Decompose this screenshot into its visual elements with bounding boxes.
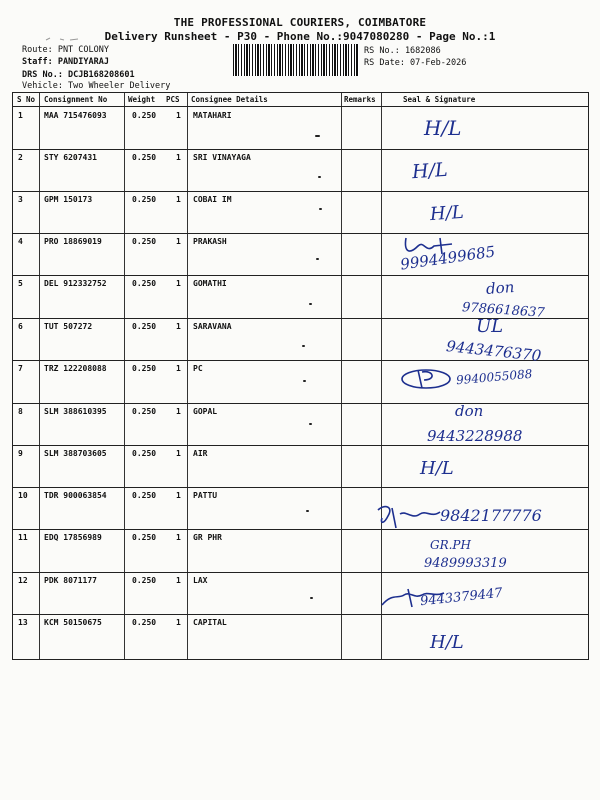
row-divider: [13, 572, 588, 573]
signature-row-9: H/L: [420, 458, 454, 479]
row-pcs: 1: [176, 322, 181, 331]
rs-date: RS Date: 07-Feb-2026: [364, 58, 467, 68]
row-divider: [13, 149, 588, 150]
column-divider: [341, 93, 342, 659]
row-sno: 6: [18, 322, 23, 331]
row-pcs: 1: [176, 111, 181, 120]
row-divider: [13, 529, 588, 530]
column-divider: [124, 93, 125, 659]
row-sno: 4: [18, 237, 23, 246]
mark-dot: [303, 380, 306, 382]
row-consignment-no: MAA 715476093: [44, 111, 107, 120]
row-pcs: 1: [176, 153, 181, 162]
row-consignment-no: EDQ 17856989: [44, 533, 102, 542]
row-pcs: 1: [176, 491, 181, 500]
row-pcs: 1: [176, 279, 181, 288]
phone-row-7: 9940055088: [455, 366, 533, 388]
row-consignment-no: TRZ 122208088: [44, 364, 107, 373]
mark-dot: [309, 423, 312, 425]
row-consignee: GOPAL: [193, 407, 218, 416]
row-consignment-no: DEL 912332752: [44, 279, 107, 288]
row-consignment-no: SLM 388610395: [44, 407, 107, 416]
row-consignee: GR PHR: [193, 533, 222, 542]
row-consignee: LAX: [193, 576, 208, 585]
row-consignment-no: GPM 150173: [44, 195, 93, 204]
col-header-remarks: Remarks: [344, 95, 376, 104]
row-weight: 0.250: [132, 449, 157, 458]
remark-row-11: GR.PH: [430, 538, 471, 552]
row-sno: 5: [18, 279, 23, 288]
scribble-mark-icon: [44, 34, 80, 44]
row-consignee: COBAI IM: [193, 195, 232, 204]
row-pcs: 1: [176, 364, 181, 373]
row-weight: 0.250: [132, 407, 157, 416]
mark-dot: [319, 208, 322, 210]
mark-dot: [306, 510, 309, 512]
row-pcs: 1: [176, 449, 181, 458]
row-weight: 0.250: [132, 618, 157, 627]
col-header-seal-signature: Seal & Signature: [403, 95, 476, 104]
signature-row-1: H/L: [424, 116, 462, 140]
row-divider: [13, 191, 588, 192]
phone-row-8: 9443228988: [427, 427, 523, 445]
mark-dot: [315, 135, 320, 137]
row-weight: 0.250: [132, 533, 157, 542]
row-consignee: AIR: [193, 449, 208, 458]
row-sno: 13: [18, 618, 28, 627]
row-divider: [13, 233, 588, 234]
row-divider: [13, 487, 588, 488]
phone-row-11: 9489993319: [424, 556, 507, 571]
signature-row-13: H/L: [430, 632, 464, 653]
phone-row-4: 9994499685: [399, 242, 497, 274]
row-consignment-no: SLM 388703605: [44, 449, 107, 458]
mark-dot: [302, 345, 305, 347]
mark-dot: [309, 303, 312, 305]
row-consignment-no: STY 6207431: [44, 153, 97, 162]
row-weight: 0.250: [132, 195, 157, 204]
phone-row-10: 9842177776: [440, 506, 542, 525]
row-sno: 3: [18, 195, 23, 204]
row-pcs: 1: [176, 407, 181, 416]
vehicle-label: Vehicle: Two Wheeler Delivery: [22, 81, 171, 91]
rs-number: RS No.: 1682086: [364, 46, 441, 56]
row-pcs: 1: [176, 237, 181, 246]
row-consignment-no: PRO 18869019: [44, 237, 102, 246]
row-consignee: GOMATHI: [193, 279, 227, 288]
row-sno: 7: [18, 364, 23, 373]
header-divider: [13, 106, 588, 107]
col-header-sno: S No: [17, 95, 36, 104]
col-header-consignee: Consignee Details: [191, 95, 268, 104]
row-pcs: 1: [176, 618, 181, 627]
staff-label: Staff: PANDIYARAJ: [22, 57, 109, 67]
row-weight: 0.250: [132, 364, 157, 373]
row-divider: [13, 445, 588, 446]
col-header-weight: Weight: [128, 95, 156, 104]
row-consignee: PC: [193, 364, 203, 373]
row-sno: 2: [18, 153, 23, 162]
phone-row-6: 9443476370: [445, 337, 543, 365]
row-pcs: 1: [176, 195, 181, 204]
column-divider: [381, 93, 382, 659]
row-sno: 12: [18, 576, 28, 585]
row-consignment-no: TUT 507272: [44, 322, 93, 331]
row-consignee: MATAHARI: [193, 111, 232, 120]
row-consignee: PATTU: [193, 491, 218, 500]
row-weight: 0.250: [132, 111, 157, 120]
scribble-signature-icon: [400, 364, 458, 394]
row-divider: [13, 403, 588, 404]
phone-row-5: 9786618637: [461, 300, 546, 321]
remark-row-5: don: [485, 278, 515, 298]
signature-row-2: H/L: [411, 158, 449, 184]
row-weight: 0.250: [132, 576, 157, 585]
signature-row-3: H/L: [429, 201, 465, 226]
remark-row-8: don: [455, 402, 484, 420]
row-consignee: SRI VINAYAGA: [193, 153, 251, 162]
mark-dot: [310, 597, 313, 599]
row-sno: 10: [18, 491, 28, 500]
row-consignment-no: PDK 8071177: [44, 576, 97, 585]
row-consignment-no: KCM 50150675: [44, 618, 102, 627]
row-weight: 0.250: [132, 322, 157, 331]
phone-row-12: 9443379447: [419, 585, 504, 610]
row-sno: 9: [18, 449, 23, 458]
scribble-signature-icon: [372, 500, 444, 534]
column-divider: [39, 93, 40, 659]
route-label: Route: PNT COLONY: [22, 45, 109, 55]
row-sno: 1: [18, 111, 23, 120]
row-sno: 8: [18, 407, 23, 416]
col-header-consignment: Consignment No: [44, 95, 108, 104]
drs-number: DRS No.: DCJB168208601: [22, 70, 135, 80]
row-weight: 0.250: [132, 279, 157, 288]
row-consignee: PRAKASH: [193, 237, 227, 246]
row-consignee: SARAVANA: [193, 322, 232, 331]
row-divider: [13, 614, 588, 615]
row-consignment-no: TDR 900063854: [44, 491, 107, 500]
col-header-pcs: PCS: [166, 95, 180, 104]
company-title: THE PROFESSIONAL COURIERS, COIMBATORE: [173, 16, 427, 29]
mark-dot: [316, 258, 319, 260]
row-sno: 11: [18, 533, 28, 542]
row-divider: [13, 275, 588, 276]
row-consignee: CAPITAL: [193, 618, 227, 627]
row-pcs: 1: [176, 576, 181, 585]
mark-dot: [318, 176, 321, 178]
row-weight: 0.250: [132, 237, 157, 246]
row-weight: 0.250: [132, 153, 157, 162]
runsheet-heading: Delivery Runsheet - P30 - Phone No.:9047080280 - Page No.:1: [104, 30, 496, 43]
row-weight: 0.250: [132, 491, 157, 500]
remark-row-6: UL: [476, 316, 504, 337]
barcode: [233, 44, 359, 76]
column-divider: [187, 93, 188, 659]
row-pcs: 1: [176, 533, 181, 542]
